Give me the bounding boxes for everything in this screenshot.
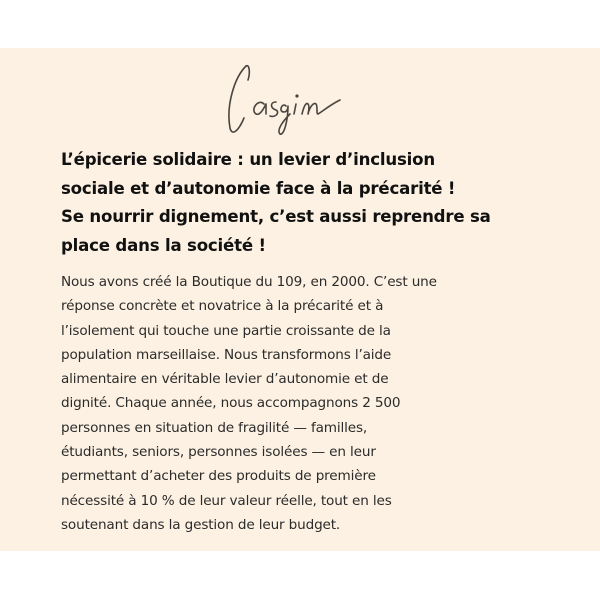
body-line: l’isolement qui touche une partie croissante de la [61,322,391,339]
heading-line: place dans la société ! [61,235,266,255]
heading-line: L’épicerie solidaire : un levier d’inclusion [61,150,435,169]
casim-script-logo-icon [220,58,360,138]
body-line: population marseillaise. Nous transformons l’aide [61,346,392,363]
body-line: alimentaire en véritable levier d’autonomie et de [61,371,389,388]
heading [61,146,561,260]
body-line: Nous avons créé la Boutique du 109, en 2000. C’est une [61,274,437,290]
body-line: personnes en situation de fragilité — familles, [61,419,368,436]
body-line: permettant d’acheter des produits de première [61,468,376,485]
body-line: soutenant dans la gestion de leur budget. [61,516,341,533]
heading-line: sociale et d’autonomie face à la précarité ! [61,178,456,198]
body-paragraph [61,270,561,537]
body-line: nécessité à 10 % de leur valeur réelle, tout en les [61,492,392,509]
body-line: réponse concrète et novatrice à la précarité et à [61,298,384,315]
casim-logo [220,58,360,138]
body-line: dignité. Chaque année, nous accompagnons 2 500 [61,395,401,412]
heading-line: Se nourrir dignement, c’est aussi reprendre sa [61,207,491,227]
body-line: étudiants, seniors, personnes isolées — en leur [61,444,376,461]
content-panel [0,48,600,551]
